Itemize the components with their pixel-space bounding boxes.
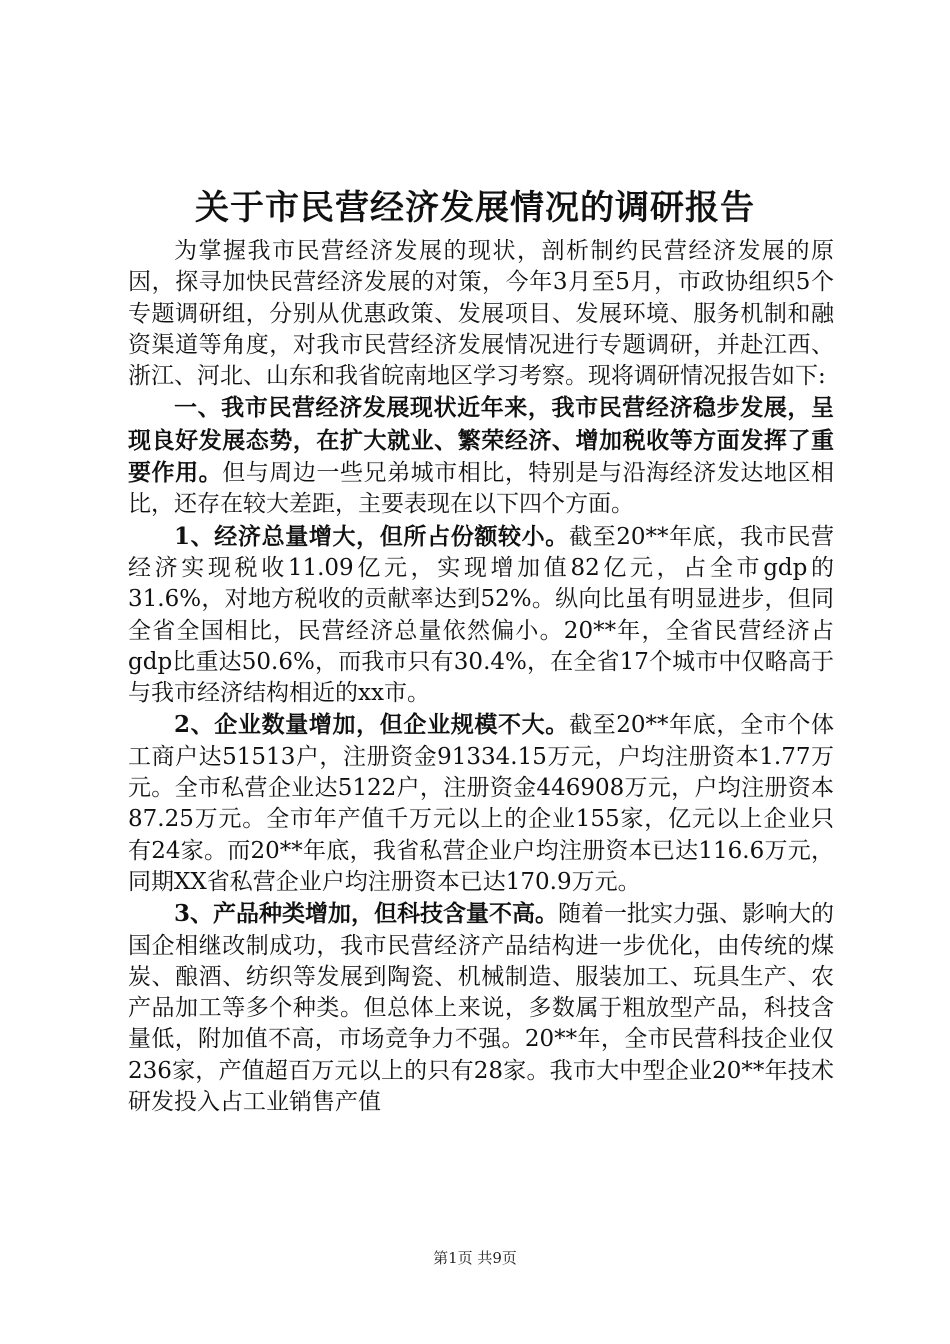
point2-paragraph: [128, 709, 834, 898]
point3-paragraph: [128, 898, 834, 1118]
point1-text: 截至20**年底，我市民营经济实现税收11.09亿元，实现增加值82亿元，占全市gdp的31.6%，对地方税收的贡献率达到52%。纵向比虽有明显进步，但同全省全国相比，民营经济总量依然偏小。20**年，全省民营经济占gdp比重达50.6%，而我市只有30.4%，在全省17个城市中仅略高于与我市经济结构相近的xx市。: [128, 523, 834, 707]
point2-text: 截至20**年底，全市个体工商户达51513户，注册资金91334.15万元，户均注册资本1.77万元。全市私营企业达5122户，注册资金446908万元，户均注册资本87.25万元。全市年产值千万元以上的企业155家，亿元以上企业只有24家。而20**年底，我省私营企业户均注册资本已达116.6万元，同期XX省私营企业户均注册资本已达170.9万元。: [128, 712, 834, 895]
page-footer: 第1页 共9页: [433, 1249, 517, 1267]
document-body: [128, 236, 834, 1118]
section1-paragraph: [128, 392, 834, 520]
point1-heading: 1、经济总量增大，但所占份额较小。: [174, 522, 569, 550]
section1-heading: 一、我市民营经济发展现状近年来，我市民营经济稳步发展，呈现良好发展态势，在扩大就业、繁荣经济、增加税收等方面发挥了重要作用。: [128, 394, 834, 487]
intro-paragraph: 为掌握我市民营经济发展的现状，剖析制约民营经济发展的原因，探寻加快民营经济发展的对策，今年3月至5月，市政协组织5个专题调研组，分别从优惠政策、发展项目、发展环境、服务机制和融资渠道等角度，对我市民营经济发展情况进行专题调研，并赴江西、浙江、河北、山东和我省皖南地区学习考察。现将调研情况报告如下:: [128, 238, 834, 390]
point3-heading: 3、产品种类增加，但科技含量不高。: [174, 900, 559, 928]
point3-text: 随着一批实力强、影响大的国企相继改制成功，我市民营经济产品结构进一步优化，由传统的煤炭、酿酒、纺织等发展到陶瓷、机械制造、服装加工、玩具生产、农产品加工等多个种类。但总体上来说，多数属于粗放型产品，科技含量低，附加值不高，市场竞争力不强。20**年，全市民营科技企业仅236家，产值超百万元以上的只有28家。我市大中型企业20**年技术研发投入占工业销售产值: [128, 901, 835, 1116]
point1-paragraph: [128, 521, 834, 710]
point2-heading: 2、企业数量增加，但企业规模不大。: [174, 711, 569, 739]
section1-text: 但与周边一些兄弟城市相比，特别是与沿海经济发达地区相比，还存在较大差距，主要表现在以下四个方面。: [128, 460, 835, 518]
document-title: 关于市民营经济发展情况的调研报告: [195, 188, 755, 228]
